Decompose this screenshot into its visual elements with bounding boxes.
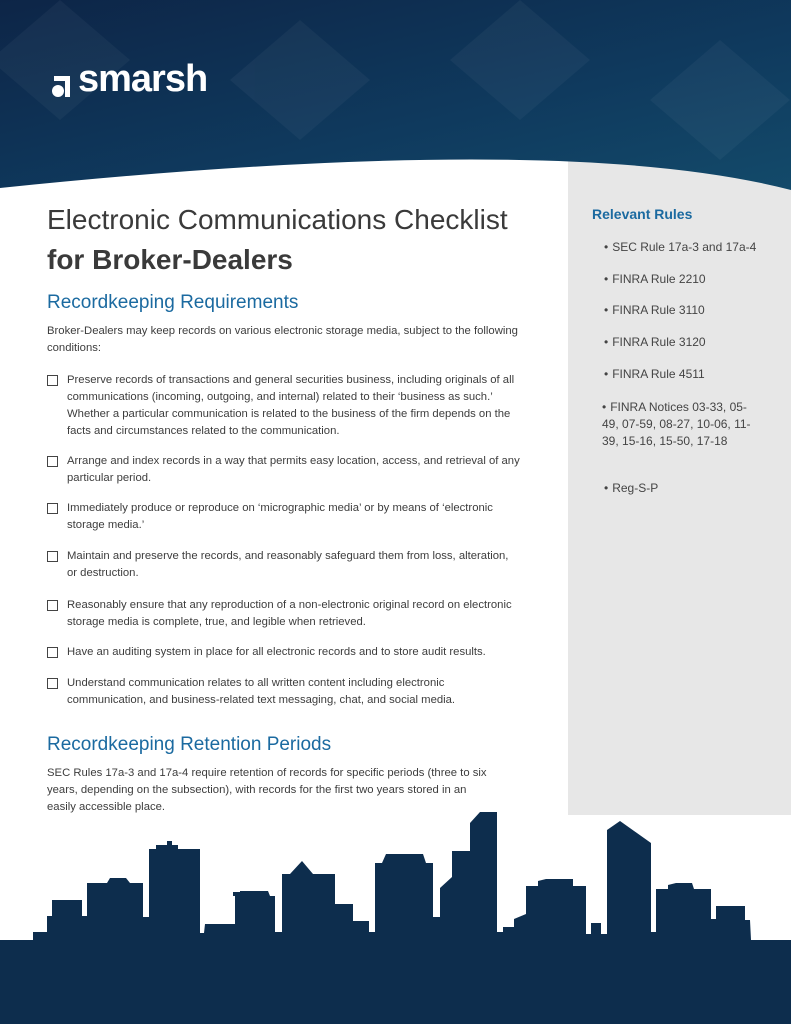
relevant-rules-heading: Relevant Rules: [592, 206, 693, 222]
checklist-item[interactable]: Preserve records of transactions and general securities business, including originals of all communications (incoming, outgoing, and internal) related to their ‘business as such.’ Whether a particular communication is related to the business of the firm depends on the facts and circumstances related to the communication.: [47, 372, 537, 440]
rule-item: • FINRA Rule 2210: [604, 272, 706, 286]
rule-item: • Reg-S-P: [604, 481, 659, 495]
checklist-item[interactable]: Immediately produce or reproduce on ‘micrographic media’ or by means of ‘electronic storage media.’: [47, 500, 537, 534]
section-heading-retention: Recordkeeping Retention Periods: [47, 734, 332, 755]
checklist-item[interactable]: Arrange and index records in a way that permits easy location, access, and retrieval of any particular period.: [47, 453, 537, 487]
rule-item: • FINRA Rule 3120: [604, 335, 706, 349]
rule-item: • FINRA Rule 3110: [604, 303, 705, 317]
logo-text: smarsh: [78, 58, 208, 100]
rule-item: • SEC Rule 17a-3 and 17a-4: [604, 240, 757, 254]
retention-body: SEC Rules 17a-3 and 17a-4 require retention of records for specific periods (three to six years, depending on the subsection), with records for the first two years stored in an easily accessible place.: [47, 767, 487, 813]
requirements-intro: Broker-Dealers may keep records on various electronic storage media, subject to the following conditions:: [47, 325, 518, 354]
checklist-item[interactable]: Maintain and preserve the records, and reasonably safeguard them from loss, alteration, or destruction.: [47, 548, 537, 582]
rule-item: • FINRA Notices 03-33, 05-49, 07-59, 08-27, 10-06, 11-39, 15-16, 15-50, 17-18: [602, 400, 751, 448]
rule-item: • FINRA Rule 4511: [604, 367, 705, 381]
title-line-2: for Broker-Dealers: [47, 244, 293, 275]
checklist-item[interactable]: Reasonably ensure that any reproduction of a non-electronic original record on electronic storage media is complete, true, and legible when retrieved.: [47, 597, 537, 631]
checklist-item[interactable]: Understand communication relates to all written content including electronic communication, and business-related text messaging, chat, and social media.: [47, 675, 537, 709]
title-line-1: Electronic Communications Checklist: [47, 204, 508, 235]
checklist-item[interactable]: Have an auditing system in place for all electronic records and to store audit results.: [47, 644, 537, 661]
section-heading-requirements: Recordkeeping Requirements: [47, 292, 299, 313]
